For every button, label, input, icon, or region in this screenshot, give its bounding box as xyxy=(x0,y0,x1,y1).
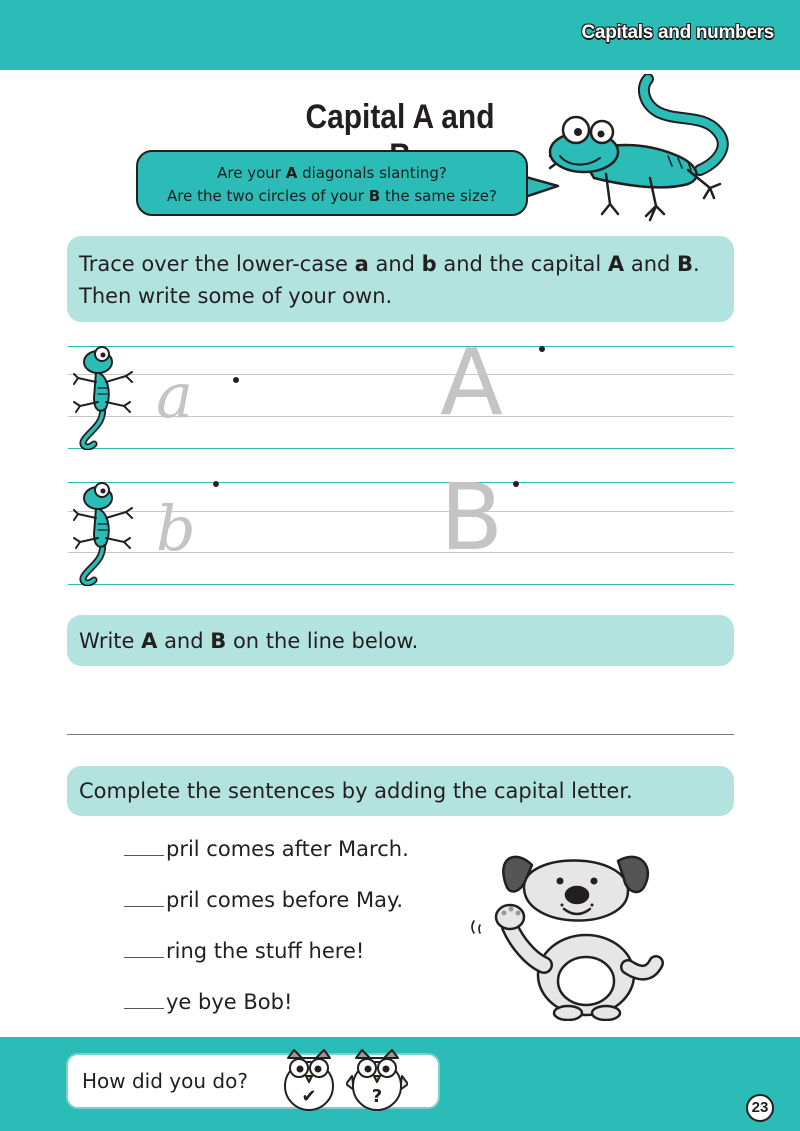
instruction-banner-write xyxy=(67,615,734,666)
sentence-item: ring the stuff here! xyxy=(124,939,364,963)
header-bar xyxy=(0,0,800,70)
section-label: Capitals and numbers xyxy=(581,22,774,43)
handwriting-rule-top xyxy=(68,482,734,483)
page-title: Capital A and xyxy=(305,98,495,136)
trace-letter-capital-a[interactable]: A xyxy=(440,329,503,436)
tip-bubble xyxy=(136,150,528,216)
handwriting-rule-top xyxy=(68,346,734,347)
tip-line-2: Are the two circles of your B the same size? xyxy=(166,187,498,205)
trace-letter-lower-a[interactable]: a xyxy=(156,359,193,432)
answer-blank[interactable] xyxy=(124,942,164,958)
trace-letter-lower-b[interactable]: b xyxy=(156,492,196,565)
dog-mascot-icon xyxy=(466,835,666,1021)
owl-question-icon[interactable] xyxy=(346,1046,408,1112)
speech-bubble-tail xyxy=(522,172,562,202)
writing-line[interactable] xyxy=(67,734,734,735)
gecko-mascot-icon xyxy=(528,74,760,226)
answer-blank[interactable] xyxy=(124,840,164,856)
answer-blank[interactable] xyxy=(124,891,164,907)
sentence-item: pril comes before May. xyxy=(124,888,403,912)
gecko-small-icon xyxy=(72,344,138,450)
start-dot xyxy=(513,481,519,487)
start-dot xyxy=(539,346,545,352)
trace-letter-capital-b[interactable]: B xyxy=(440,464,504,571)
sentence-item: ye bye Bob! xyxy=(124,990,292,1014)
page-number: 23 xyxy=(746,1094,774,1122)
answer-blank[interactable] xyxy=(124,993,164,1009)
instruction-complete-text: Complete the sentences by adding the capital letter. xyxy=(79,779,633,803)
instruction-write-text: Write A and B on the line below. xyxy=(79,629,419,653)
instruction-banner-complete xyxy=(67,766,734,816)
owl-question-mark: ? xyxy=(371,1086,383,1107)
instruction-banner-trace xyxy=(67,236,734,322)
handwriting-rule-bottom xyxy=(68,584,734,585)
start-dot xyxy=(213,481,219,487)
instruction-trace-text: Trace over the lower-case a and b and the capital A and B. Then write some of your own. xyxy=(79,252,700,308)
sentence-item: pril comes after March. xyxy=(124,837,409,861)
handwriting-rule-bottom xyxy=(68,448,734,449)
tip-line-1: Are your A diagonals slanting? xyxy=(217,164,447,182)
gecko-small-icon xyxy=(72,480,138,586)
start-dot xyxy=(233,377,239,383)
owl-tick-mark: ✔ xyxy=(301,1086,317,1107)
feedback-label: How did you do? xyxy=(82,1069,248,1093)
owl-tick-icon[interactable] xyxy=(278,1046,340,1112)
